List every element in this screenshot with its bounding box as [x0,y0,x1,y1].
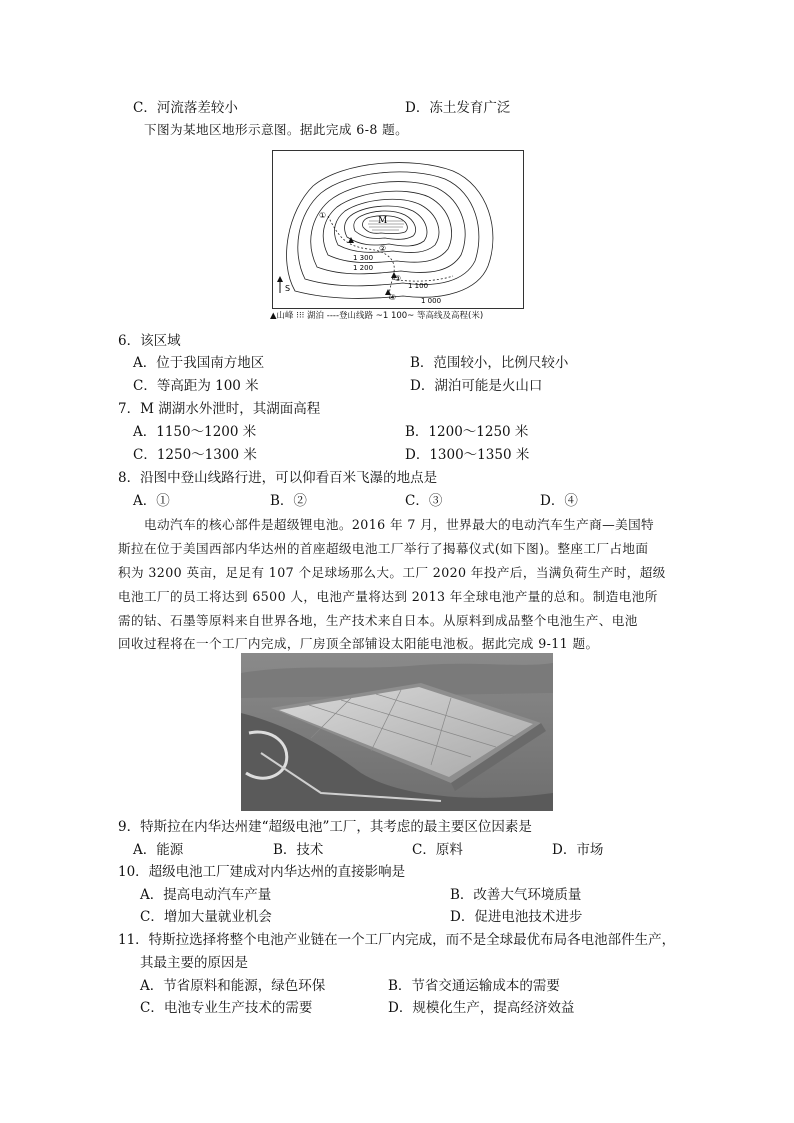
q6-option-b: B．范围较小，比例尺较小 [410,355,569,371]
q9-option-a: A．能源 [133,842,184,858]
q7-option-d: D．1300～1350 米 [405,447,530,463]
q6-stem: 6．该区域 [118,333,181,349]
passage-line: 需的钴、石墨等原料来自世界各地，生产技术来自日本。从原料到成品整个电池生产、电池 [118,613,638,628]
q10-option-a: A．提高电动汽车产量 [140,887,272,903]
contour-label-1100: 1 100 [408,282,429,290]
q8-option-a: A．① [133,493,170,509]
passage-line: 电池工厂的员工将达到 6500 人，电池产量将达到 2013 年全球电池产量的总和。制造电池所 [118,589,658,604]
factory-illustration [241,653,553,811]
contour-label-1200: 1 200 [353,264,374,272]
passage-line: 回收过程将在一个工厂内完成，厂房顶全部铺设太阳能电池板。据此完成 9-11 题。 [118,636,599,651]
map-legend: ▲山峰 ⁝⁝⁝ 湖泊 ----登山线路 ~1 100~ 等高线及高程(米) [270,311,484,321]
map-label-m: M [378,216,388,226]
q10-option-b: B．改善大气环境质量 [450,887,582,903]
map-point-2: ② [379,244,387,253]
q7-option-a: A．1150～1200 米 [133,424,257,440]
contour-label-1000: 1 000 [421,297,442,305]
map-point-4: ④ [389,293,397,302]
option-d-prev: D．冻土发育广泛 [405,100,511,116]
q7-option-c: C．1250～1300 米 [133,447,257,463]
q6-option-c: C．等高距为 100 米 [133,378,259,394]
map-point-1: ① [319,211,327,220]
q8-option-d: D．④ [540,493,578,509]
q9-option-b: B．技术 [273,842,324,858]
contour-diagram [273,151,523,308]
q11-option-c: C．电池专业生产技术的需要 [140,1000,313,1016]
map-point-3: ③ [394,274,402,283]
topographic-map [272,150,524,309]
q11-option-d: D．规模化生产，提高经济效益 [388,1000,575,1016]
q11-option-b: B．节省交通运输成本的需要 [388,978,560,994]
map-label-s: S [285,284,291,293]
q9-stem: 9．特斯拉在内华达州建“超级电池”工厂，其考虑的最主要区位因素是 [118,819,532,835]
q6-option-a: A．位于我国南方地区 [133,355,265,371]
q10-stem: 10．超级电池工厂建成对内华达州的直接影响是 [118,864,406,880]
q10-option-d: D．促进电池技术进步 [450,909,583,925]
q8-stem: 8．沿图中登山线路行进，可以仰看百米飞瀑的地点是 [118,470,438,486]
q9-option-d: D．市场 [552,842,604,858]
q7-stem: 7．M 湖湖水外泄时，其湖面高程 [118,401,321,417]
q11-option-a: A．节省原料和能源，绿色环保 [140,978,326,994]
factory-aerial-photo [241,653,553,811]
q10-option-c: C．增加大量就业机会 [140,909,272,925]
passage-line: 积为 3200 英亩，足足有 107 个足球场那么大。工厂 2020 年投产后，当满负荷生产时，超级 [118,565,666,580]
option-c-prev: C．河流落差较小 [133,100,238,116]
q11-stem: 11．特斯拉选择将整个电池产业链在一个工厂内完成，而不是全球最优布局各电池部件生产， [118,932,676,948]
q7-option-b: B．1200～1250 米 [405,424,529,440]
q8-option-b: B．② [270,493,307,509]
map-intro: 下图为某地区地形示意图。据此完成 6-8 题。 [144,122,409,137]
q11-stem-cont: 其最主要的原因是 [140,955,248,971]
passage-line: 电动汽车的核心部件是超级锂电池。2016 年 7 月，世界最大的电动汽车生产商—美国特 [144,517,655,532]
passage-line: 斯拉在位于美国西部内华达州的首座超级电池工厂举行了揭幕仪式(如下图)。整座工厂占地面 [118,541,649,556]
contour-label-1300: 1 300 [353,254,374,262]
q6-option-d: D．湖泊可能是火山口 [410,378,543,394]
q8-option-c: C．③ [405,493,443,509]
q9-option-c: C．原料 [412,842,463,858]
